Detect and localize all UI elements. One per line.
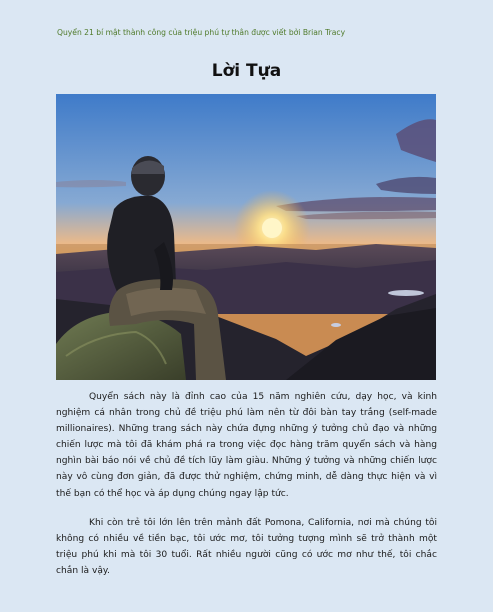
paragraph: Khi còn trẻ tôi lớn lên trên mảnh đất Pomona, California, nơi mà chúng tôi không có nhiều về tiền bạc, tôi ước mơ, tôi tưởng tượng mình sẽ trở thành một triệu phú khi mà tôi 30 tuổi. Rất nhiều người cũng có ước mơ như thế, tôi chắc chắn là vậy. [56,518,437,577]
cloud [56,180,126,187]
sunset-photo [56,94,436,380]
running-header: Quyển 21 bí mật thành công của triệu phú tự thân được viết bởi Brian Tracy [57,28,346,37]
page-title: Lời Tựa [211,61,282,81]
paragraph: Quyển sách này là đỉnh cao của 15 năm nghiên cứu, dạy học, và kinh nghiệm cá nhân trong chủ đề triệu phú làm nên từ đôi bàn tay trắng (self-made millionaires). Những trang sách này chứa đựng những ý tưởng chủ đạo và những chiến lược mà tôi đã khám phá ra trong việc đọc hàng trăm quyển sách và hàng nghìn bài báo nói về chủ đề tích lũy làm giàu. Những ý tưởng và những chiến lược này vô cùng đơn giản, đã được thử nghiệm, chứng minh, dễ dàng thực hiện và vì thế bạn có thể học và áp dụng chúng ngay lập tức. [56,392,437,499]
